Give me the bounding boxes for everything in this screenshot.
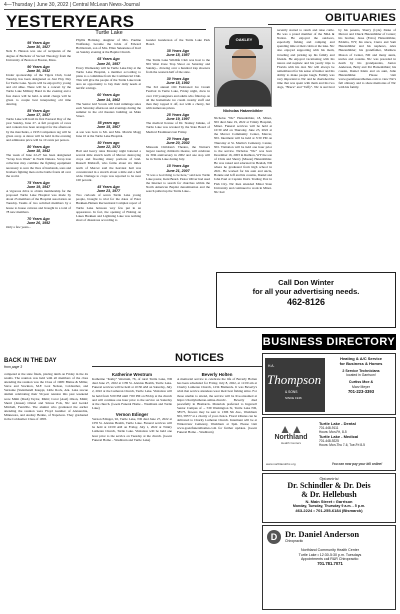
shirt-shape bbox=[217, 80, 271, 107]
yesteryears-entry: The 3rd annual Old Fashioned Ice Cream Festival in Turtle Lake, Friday night, drew in over 150 youngsters and adults who filled up on all the homemade ice cream creamy stuff and then they topped it off, not with a cherry, but with numerous prizes. bbox=[146, 85, 210, 110]
obituaries-rule bbox=[268, 24, 396, 25]
obituary-photo-caption: Nicholas Hatzenbihler bbox=[223, 109, 263, 113]
thompson-ad-text bbox=[327, 357, 395, 394]
yesteryears-date-heading: 45 Years Ago June 23, 1977 bbox=[96, 184, 121, 194]
yesteryears-title: YESTERYEARS bbox=[6, 12, 135, 31]
yesteryears-entry: The Senior Girl Scouts will hold rummage sales each Saturday afternoon and evenings during the summer in the old theaters building on Main Street. bbox=[76, 101, 141, 119]
obituaries-title: OBITUARIES bbox=[325, 12, 396, 24]
page-folio: 4—Thursday | June 30, 2022 | Central McLean News-Journal bbox=[4, 2, 140, 8]
thompson-location: located in Garrison! bbox=[346, 373, 376, 378]
optometrist-names-2: & Dr. Hellebush bbox=[301, 490, 357, 499]
yesteryears-entry: The Turtle Lake Wildlife Club was host to the ND West Zone Trap Shoot on Saturday and Sunday... drawing over a hundred trap shooters from the western half of the state. bbox=[146, 57, 210, 74]
yesteryears-date-heading: 60 Years Ago June 14, 1962 bbox=[96, 93, 121, 102]
yesteryears-entry: Phyllis Holtzsky, daughter of Mrs. Pauline Wolfinsky, became the bride of Edward Holmstrom, son of Mrs. Ellen Sukaruska of Karl on Sunday evening at the Baptist Church. bbox=[76, 38, 141, 55]
yesteryears-entry: Gunder Gunderson of the Turtle Lake Park Board. bbox=[146, 38, 210, 47]
northland-website: www.northlandchc.org bbox=[266, 462, 296, 466]
yesteryears-entry: The medical license of Dr. Stanley Jahnke, of Turtle Lake was revoked by the State Board of Medical Examiners last Friday. bbox=[146, 121, 210, 134]
yesteryears-date-heading: 70 Years Ago June 26, 1952 bbox=[26, 216, 51, 225]
notices-column-2 bbox=[177, 370, 257, 610]
yesteryears-date-heading: 55 years ago June 15, 1967 bbox=[96, 121, 121, 130]
yesteryears-entry: Turtle Lake will hold its first Pastoral Day of the year Sunday, June 27. A full program of races and contests has been arranged for the afternoon by the merchants, a 1933 Companion rag will be given away. A dance will be held in the evening and admission price will be 10 cents per person. bbox=[6, 117, 71, 142]
chiropractic-details bbox=[267, 548, 393, 566]
obituary-column-2: recently started to ranch and raise cattle. He was a proud member of the NRA & Nation. He enjoyed the outdoors, especially fishing and camping and spending time at their cabin at the lake. Nic also enjoyed supporting with his mom, traveling and picking up his family and friends. He enjoyed vacationing with his nieces and nephew and his yearly trips to Florida with his dad. Nic will always be remembered for his sense of humor and his ability to make people laugh. Family was very important to Nic and he cherished the time that was spent with them and his two dogs, "Bruce" and "Taffy". Nic is survived by his parents, Sherry (Lyle) Zinke of Mercer and Chuck Hatzenbihler of Center; his brother, Jesse (Erica) Hatzenbihler, Eddelia, WY; his niece, Cierra and Sam Hatzenbihler and his nephews, Alex Hatzenbihler; his grandfather, Matthew Mason of Center, ND and many aunts, uncles and cousins. Nic was preceded in death by his grandparents, Janice Anderson, Betty and Pet Hatzenbihler; his cousin, Daniel Klein and an aunt, Julie Hatzenbihler. Please visit www.goetzfuneralhomes.com to view Nic's full obituary and to share memories of Nic with his family. bbox=[277, 28, 396, 90]
yesteryears-date-heading: 35 Years Ago June 18, 1987 bbox=[166, 49, 190, 58]
yesteryears-date-heading: 85 Years Ago June 17, 1937 bbox=[26, 108, 51, 118]
chiro-location: Northland Community Health Center bbox=[301, 548, 359, 552]
chiro-phone: 701.781.7071 bbox=[317, 560, 343, 566]
call-ad-line-2: for all your advertising needs. bbox=[252, 287, 360, 296]
obituary-photo bbox=[214, 27, 272, 107]
call-ad-line-1: Call Don Winter bbox=[278, 278, 334, 287]
advertising-call-ad bbox=[216, 272, 396, 328]
northland-medical-phone: 701-448-9225 bbox=[319, 439, 339, 443]
notices-title: NOTICES bbox=[175, 352, 224, 364]
notices-column-1 bbox=[92, 370, 172, 610]
face-shape bbox=[232, 49, 256, 79]
yesteryears-date-heading: 65 Years Ago June 20, 1957 bbox=[96, 57, 121, 66]
yesteryears-entry: The week of June 22-27 has been designated "Scrap Iron Week" in North Dakota. Scrap iron collection may combine the fighting equipment necessary to save the lives of husbands, sons and brothers fighting men on the battle fronts all over the world. bbox=[6, 153, 71, 178]
northland-ad bbox=[262, 417, 396, 471]
chiropractic-logo-icon: D bbox=[267, 530, 281, 544]
yesteryears-date-heading: 90 Years Ago June 30, 1932 bbox=[26, 64, 51, 73]
optometrist-ad bbox=[262, 473, 396, 523]
glasses-shape bbox=[232, 56, 256, 62]
chiro-hours: Turtle Lake • 12:30-5:30 p.m. Tuesdays bbox=[298, 552, 362, 557]
yesteryears-entry: Hail and heavy rains Monday night battered a several mile stretch north of Mercer destroying crops and flooding many portions of land. Russell Midstaff, who farms about six miles north of Mercer said the heaviest hail was concentrated in a stretch about a mile and a half wide. Damage to crops was reported to be near 100 percent. bbox=[76, 149, 141, 182]
notice-text: Vernon Edinger, 92, Turtle Lake, ND died June 27, 2022 at CHI St. Alexius Health, Turtle Lake. Funeral services will be held at 10:00 AM on Friday, July 1, 2022 at Trinity Lutheran Church, Turtle Lake. Visitation will be held one hour prior to the service on Tuesday at the church. (Goetz Funeral Home – Washburn and Turtle Lake) bbox=[92, 417, 172, 442]
thompson-contacts: Curtiss Moe & bbox=[348, 380, 374, 385]
thompson-service-2: for Business & Homes bbox=[339, 360, 383, 366]
yesteryears-entry: Only a few years... bbox=[6, 225, 31, 230]
northland-dental-label: Turtle Lake - Dental bbox=[319, 421, 356, 426]
notice-name: Katherine Westrum bbox=[111, 372, 153, 377]
yesteryears-entry: A son was born to Mr. and Mrs. Marvin Magg June 10 at the Turtle Lake Hospital. bbox=[76, 129, 141, 138]
chiropractor-name: Dr. Daniel Anderson bbox=[285, 529, 360, 539]
yesteryears-date-heading: 75 Years Ago June 19, 1947 bbox=[26, 180, 51, 189]
northland-logo-name: Northland bbox=[274, 434, 308, 441]
optometrist-phone: 463-2224 • 701-255-6184 (Bismarck) bbox=[295, 508, 363, 514]
northland-medical-hours: Hours: Mon-Thu 7-6, Tue-Fri 8-5 bbox=[319, 443, 365, 447]
optometrist-tag: Optometrist bbox=[319, 476, 339, 481]
back-in-the-day-text: competed at the state finals, placing ninth on Friday in the 4x results. The reunion was held with all members of the class attending the reunion was the Class of 1968: Blaine & Miller, Steve and Stockton, M.F. Lost Nelson, Coldsurber, and Vernaine (Steinmandl Kauppi, Little Rock, Ark. Lake rescue alumni celebrating their 50-year reunion this past weekend were Mimi (Dash) Taylor, Mimi; Carol (Asel) Olson, Mimi; Sherri (Jensen) Olstad and Smoss Fols, Nic and Gerald Mitchell, Fentville. The alumni who graduated the earlier attending the reunion were Floyd Gunther of Alexandria, Minnesota, and Audrey Berkie, of Napoleon. They graduated in the Coldsurber Class of 1958. bbox=[4, 372, 88, 422]
obituary-column-1: Nicholas "Nic" Hatzenbihler, 18, Minot, ND died June 19, 2022 at Trinity Hospital, Minot. Funeral services will be held at 10:30 AM on Thursday, June 23, 2022 at the Mercer Community Center, Mercer, ND. Interment will be held at 3:30 PM on Thursday at St. Martin's Cemetery, Center, ND. Visitation will be held one hour prior to the service. Nicholas "Nic" was born December 16, 2003 in Ruthton, WY the son of Chris and Sherry (Mason) Hatzenbihler. He was raised and educated in Beulah, ND where he graduated from high school in 2021. He worked for his aunt and uncle, Bonnie and Jeff and his cousins, Daniel and John Paul at Captain Dan's Trading Post in Fish City. Nic then attended Minot State University and continued to work in Minot. Nic had bbox=[214, 116, 272, 194]
thompson-service: Heating & A/C Service bbox=[340, 356, 382, 361]
notices-rule bbox=[92, 366, 263, 367]
yesteryears-column-1 bbox=[6, 38, 71, 346]
back-in-the-day-jump: from page 3 bbox=[4, 365, 23, 369]
yesteryears-date-heading: 25 Years Ago June 19, 1997 bbox=[166, 112, 190, 122]
yesteryears-entry: A vigorous drive to obtain membership for the proposed Turtle Lake Hospital was made by about 25 members of the Hospital association on Tuesday. Teams of two solicited members by a house to house canvass and brought in a total of 78 new members. bbox=[6, 189, 71, 214]
northland-logo bbox=[266, 424, 316, 445]
thompson-logo-sons: & SONS bbox=[285, 390, 298, 394]
yesteryears-date-heading: 95 Years Ago June 30, 1927 bbox=[26, 41, 51, 50]
yesteryears-entry: Missoula Children's Theatre, the Nation's largest touring children's theatre, will celebrate its 30th anniversary in 2002 and one stop will be in Turtle Lake during July. bbox=[146, 145, 210, 162]
northland-dental-phone: 701-448-9111 bbox=[319, 426, 339, 430]
yesteryears-entry: Two carloads of seven Turtle Lake young people, brought to trial for the dates of Ester Brekken-Heinen Recreational Complex report of Turtle Lake between very few put in an appearance. In fact, the opening of Fishing on Lakes Brekken and Lightning Lake was nothing short of disastrous according to bbox=[76, 193, 141, 222]
northland-ad-text bbox=[319, 421, 395, 447]
northland-footer: You can now pay your bill online! bbox=[331, 462, 383, 466]
thompson-logo-since: SINCE 1946 bbox=[285, 396, 302, 400]
yesteryears-entry: Under sponsorship of the Tigers Club, bond Tuesday has been designated as Just Play Day for Turtle Lake. Sports will be enjoyed by young and old alike. There will be a concert by the Turtle Lake Military Band in the evening and a free dance will be held. A small charge will be given to couple best interpreting old time dancing. bbox=[6, 73, 71, 106]
yesteryears-date-heading: 80 Years Ago June 18, 1942 bbox=[26, 144, 51, 154]
chiropractic-category: Chiropractic bbox=[285, 539, 304, 543]
call-ad-phone: 462-8126 bbox=[286, 297, 326, 307]
chiro-appointments: Appointments call R&R Chiropractic: bbox=[300, 557, 360, 562]
thompson-logo-name: Thompson bbox=[267, 372, 322, 387]
yesteryears-entry: Every Wednesday will be Turtle Lake Day at the Turtle Lake Hospital, a member according to plans to a committee from the Commercial Club. This will give the people of the Turtle Lake trade area an opportunity to buy their daily needs at terrific savings. bbox=[76, 65, 141, 91]
yesteryears-date-heading: 15 Years Ago June 21, 2007 bbox=[166, 164, 190, 173]
thompson-phone: 701-223-3393 bbox=[347, 388, 375, 394]
back-in-the-day-title: BACK IN THE DAY bbox=[4, 358, 57, 364]
yesteryears-date-heading: 20 Years Ago June 20, 2002 bbox=[166, 136, 190, 145]
northland-mountain-icon: ▲▲ bbox=[279, 422, 303, 436]
yesteryears-entry: "It was a God thing to be here," said new Turtle Lake pastor, Kent Beard. Pastor Oliver had used the Internet to search for churches within the North American Baptist denomination and the search pulled up the Turtle Lake... bbox=[146, 172, 210, 194]
yesteryears-column-3 bbox=[146, 38, 210, 346]
thompson-logo bbox=[265, 358, 325, 412]
business-directory-title: BUSINESS DIRECTORY bbox=[262, 336, 396, 348]
notice-text: A memorial service to celebrate the life of Beverly Holten has been scheduled for Friday, July 8, 2022, at 11:00 am at Charity Lutheran Church, 1234 Bismarck. It was Beverly's wish that service attendees wear their best fishing attire. For those unable to attend, the service will be live-streamed at https://charitylutheran.online.church/. Beverly died peacefully in Bismarck. Materials preferred to Ingersoll Senior Campus of ... 539 Washington St, Turtle Lake ND, 58575, flowers may be sent to 1306 5th Ave., Washburn ND, 58577 at a charity of your choice. Floral tributes can be delivered to Charity Lutheran Church. Interment will be at Winterview Cemetery, Washburn at 3pm. Please visit www.goetzfuneralhomes.com for further updates. (Goetz Funeral Home – Washburn) bbox=[177, 377, 257, 435]
header-rule bbox=[4, 9, 396, 10]
cap-logo: OAKLEY bbox=[235, 37, 253, 42]
thompson-contacts-2: Marv Meyer bbox=[352, 384, 370, 389]
optometrist-names: Dr. Schindler & Dr. Deis bbox=[287, 481, 371, 490]
northland-dental-hours: Hours: Mon-Fri, 8-5 bbox=[319, 430, 347, 434]
yesteryears-column-2 bbox=[76, 38, 141, 346]
chiropractic-ad bbox=[262, 525, 396, 610]
notice-name: Beverly Holten bbox=[201, 372, 233, 377]
yesteryears-date-heading: 50 Years ago June 22, 1972 bbox=[96, 140, 121, 149]
thompson-ad bbox=[262, 353, 396, 415]
northland-medical-label: Turtle Lake - Medical bbox=[319, 434, 359, 439]
optometrist-address: N. Main Street • Garrison bbox=[305, 499, 353, 504]
notice-name: Vernon Edinger bbox=[115, 411, 149, 417]
thompson-logo-initials: H.A. bbox=[268, 364, 275, 368]
yesteryears-entry: Nels E. Hanson was one of recipients of the degree of Bachelor of Sacred Theology from the University of Boston at Boston, Mass. bbox=[6, 49, 71, 62]
optometrist-hours: Monday, Tuesday, Thursday 9 a.m. - 5 p.m. bbox=[292, 504, 366, 508]
northland-logo-sub: Health Centers bbox=[280, 441, 301, 445]
thompson-technicians: 2 Service Technicians bbox=[342, 369, 380, 374]
yesteryears-date-heading: 30 Years Ago June 18, 1992 bbox=[166, 76, 190, 86]
notice-text: Katherine "Kathy" Westrum, 76, of rural Turtle Lake, ND died June 27, 2022 at CHI St. Alexius Health, Turtle Lake. Funeral services will be held at 10:30 AM on Saturday, July 2, 2022 at the Lutheran Church, Turtle Lake. Visitation will be held from 5:00 PM until 7:00 PM on Friday at the church and will continue one hour prior to the service on Saturday at the church. (Goetz Funeral Home – Washburn and Turtle Lake) bbox=[92, 377, 172, 410]
yesteryears-subtitle: Turtle Lake bbox=[95, 30, 123, 36]
